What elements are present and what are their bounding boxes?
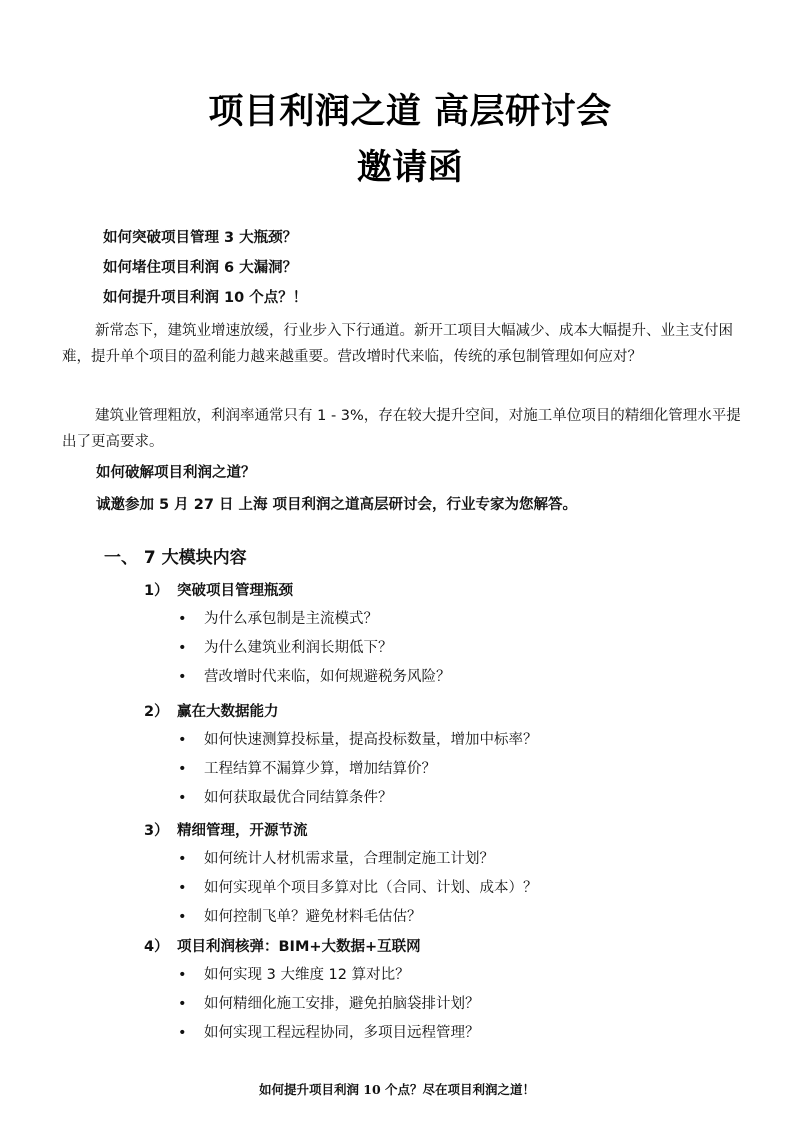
- module-3: [144, 820, 764, 935]
- list-item: [144, 906, 764, 935]
- list-item-text: 为什么建筑业利润长期低下？: [204, 640, 393, 656]
- question-2: 如何堵住项目利润 6 大漏洞？: [103, 260, 298, 276]
- module-items: [144, 608, 764, 695]
- bullet-icon: •: [178, 790, 187, 806]
- list-item-text: 如何控制飞单？避免材料毛估估？: [204, 909, 422, 925]
- module-number: 3）: [144, 823, 169, 839]
- module-number: 4）: [144, 939, 169, 955]
- list-item: [144, 964, 764, 993]
- list-item-text: 工程结算不漏算少算，增加结算价？: [204, 761, 436, 777]
- list-item-text: 如何实现工程远程协同，多项目远程管理？: [204, 1025, 480, 1041]
- module-title-text: 项目利润核弹：BIM+大数据+互联网: [177, 939, 421, 955]
- list-item-text: 如何快速测算投标量，提高投标数量，增加中标率？: [204, 732, 538, 748]
- question-break: 如何破解项目利润之道？: [96, 465, 256, 481]
- bullet-icon: •: [178, 761, 187, 777]
- list-item-text: 如何实现单个项目多算对比（合同、计划、成本）？: [204, 880, 538, 896]
- bullet-icon: •: [178, 732, 187, 748]
- list-item-text: 如何获取最优合同结算条件？: [204, 790, 393, 806]
- list-item: [144, 637, 764, 666]
- module-title: [144, 820, 764, 842]
- list-item: [144, 729, 764, 758]
- module-number: 2）: [144, 704, 169, 720]
- module-items: [144, 729, 764, 816]
- page-title: 项目利润之道 高层研讨会: [208, 92, 612, 132]
- list-item-text: 如何实现 3 大维度 12 算对比？: [204, 967, 410, 983]
- list-item: [144, 787, 764, 816]
- list-item: [144, 877, 764, 906]
- module-1: [144, 580, 764, 695]
- section-title: 一、 7 大模块内容: [104, 548, 247, 568]
- list-item: [144, 608, 764, 637]
- bullet-icon: •: [178, 880, 187, 896]
- module-title-text: 赢在大数据能力: [177, 704, 279, 720]
- list-item-text: 如何统计人材机需求量，合理制定施工计划？: [204, 851, 494, 867]
- list-item-text: 营改增时代来临，如何规避税务风险？: [204, 669, 451, 685]
- page-subtitle: 邀请函: [356, 148, 464, 188]
- bullet-icon: •: [178, 1025, 187, 1041]
- bullet-icon: •: [178, 967, 187, 983]
- list-item-text: 如何精细化施工安排，避免拍脑袋排计划？: [204, 996, 480, 1012]
- module-title-text: 精细管理，开源节流: [177, 823, 308, 839]
- invite-line: 诚邀参加 5 月 27 日 上海 项目利润之道高层研讨会，行业专家为您解答。: [96, 497, 578, 513]
- bullet-icon: •: [178, 851, 187, 867]
- bullet-icon: •: [178, 640, 187, 656]
- module-items: [144, 848, 764, 935]
- list-item: [144, 848, 764, 877]
- intro-paragraph-1: 新常态下，建筑业增速放缓，行业步入下行通道。新开工项目大幅减少、成本大幅提升、业主支付困难，提升单个项目的盈利能力越来越重要。营改增时代来临，传统的承包制管理如何应对？: [62, 323, 733, 365]
- module-title: [144, 580, 764, 602]
- module-title: [144, 936, 764, 958]
- bullet-icon: •: [178, 669, 187, 685]
- list-item: [144, 1022, 764, 1051]
- list-item: [144, 666, 764, 695]
- module-items: [144, 964, 764, 1051]
- bullet-icon: •: [178, 996, 187, 1012]
- intro-paragraph-2: 建筑业管理粗放，利润率通常只有 1 - 3%，存在较大提升空间，对施工单位项目的精细化管理水平提出了更高要求。: [62, 408, 741, 450]
- question-1: 如何突破项目管理 3 大瓶颈？: [103, 230, 298, 246]
- bullet-icon: •: [178, 611, 187, 627]
- page-footer: 如何提升项目利润 10 个点？尽在项目利润之道！: [258, 1082, 536, 1097]
- bullet-icon: •: [178, 909, 187, 925]
- module-title: [144, 701, 764, 723]
- module-number: 1）: [144, 583, 169, 599]
- list-item: [144, 993, 764, 1022]
- question-3: 如何提升项目利润 10 个点？！: [103, 290, 308, 306]
- list-item-text: 为什么承包制是主流模式？: [204, 611, 378, 627]
- list-item: [144, 758, 764, 787]
- module-4: [144, 936, 764, 1051]
- module-2: [144, 701, 764, 816]
- module-title-text: 突破项目管理瓶颈: [177, 583, 293, 599]
